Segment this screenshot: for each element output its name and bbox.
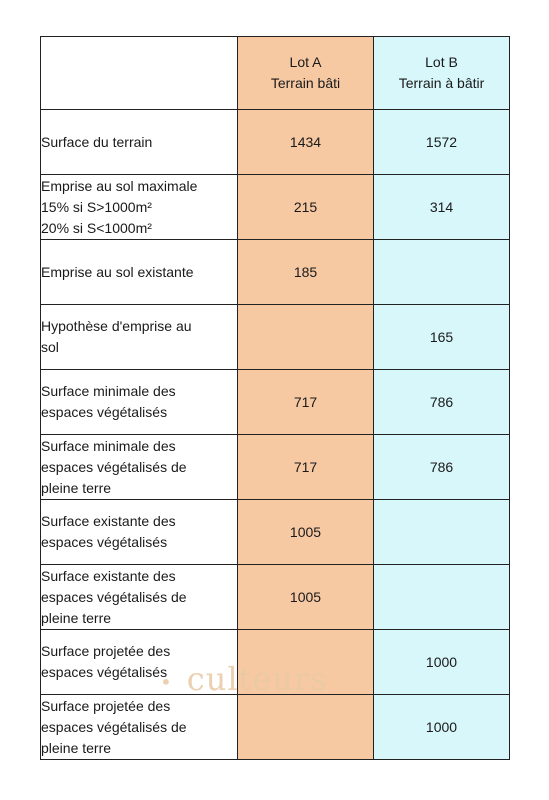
lot-a-title: Lot A bbox=[289, 54, 322, 70]
row-label-line: Surface projetée des bbox=[41, 643, 171, 659]
row-label bbox=[41, 500, 238, 565]
lot-b-value: 1572 bbox=[374, 110, 510, 175]
table-row bbox=[41, 500, 510, 565]
row-label-line: sol bbox=[41, 339, 59, 355]
row-label-line: Surface projetée des bbox=[41, 697, 171, 714]
lot-b-value: 1000 bbox=[374, 695, 510, 760]
table-row bbox=[41, 630, 510, 695]
table-row bbox=[41, 305, 510, 370]
watermark-dot-icon: • bbox=[160, 669, 173, 694]
lot-b-value: 314 bbox=[374, 175, 510, 240]
lot-b-value bbox=[374, 500, 510, 565]
lot-b-value: 786 bbox=[374, 435, 510, 500]
row-label bbox=[41, 435, 238, 500]
comparison-table bbox=[40, 36, 510, 760]
table-row bbox=[41, 565, 510, 630]
row-label bbox=[41, 565, 238, 630]
row-label-line: Surface minimale des bbox=[41, 383, 176, 399]
row-label-line: Surface existante des bbox=[41, 513, 176, 529]
lot-a-value: 717 bbox=[238, 435, 374, 500]
row-label-line: Surface minimale des bbox=[41, 437, 176, 454]
table-row bbox=[41, 240, 510, 305]
lot-b-value: 165 bbox=[374, 305, 510, 370]
table-row bbox=[41, 175, 510, 240]
lot-a-value bbox=[238, 305, 374, 370]
lot-a-value bbox=[238, 695, 374, 760]
row-label bbox=[41, 240, 238, 305]
row-label-line: 20% si S<1000m² bbox=[41, 219, 152, 236]
row-label-line: pleine terre bbox=[41, 609, 112, 626]
row-label-line: Emprise au sol maximale bbox=[41, 177, 198, 194]
row-label-line: espaces végétalisés de bbox=[41, 718, 187, 735]
row-label bbox=[41, 175, 238, 240]
row-label bbox=[41, 630, 238, 695]
header-corner-cell bbox=[41, 37, 238, 110]
lot-a-value: 717 bbox=[238, 370, 374, 435]
header-lot-b bbox=[374, 37, 510, 110]
header-lot-a bbox=[238, 37, 374, 110]
row-label-line: Hypothèse d'emprise au bbox=[41, 318, 192, 334]
lot-b-value: 786 bbox=[374, 370, 510, 435]
row-label-line: espaces végétalisés de bbox=[41, 588, 187, 605]
watermark-text: culteurs bbox=[186, 660, 328, 698]
lot-b-value: 1000 bbox=[374, 630, 510, 695]
header-row bbox=[41, 37, 510, 110]
lot-a-value bbox=[238, 630, 374, 695]
lot-b-value bbox=[374, 240, 510, 305]
lot-b-value bbox=[374, 565, 510, 630]
row-label-line: Surface du terrain bbox=[41, 133, 153, 150]
table-row bbox=[41, 435, 510, 500]
row-label-line: pleine terre bbox=[41, 479, 112, 496]
lot-a-value: 1005 bbox=[238, 500, 374, 565]
lot-a-value: 1005 bbox=[238, 565, 374, 630]
lot-b-subtitle: Terrain à bâtir bbox=[398, 75, 485, 91]
lot-b-title: Lot B bbox=[425, 54, 458, 70]
table-row bbox=[41, 370, 510, 435]
row-label-line: espaces végétalisés bbox=[41, 664, 168, 680]
row-label bbox=[41, 110, 238, 175]
row-label-line: Emprise au sol existante bbox=[41, 263, 194, 280]
row-label-line: 15% si S>1000m² bbox=[41, 198, 152, 215]
row-label-line: espaces végétalisés bbox=[41, 534, 168, 550]
row-label bbox=[41, 305, 238, 370]
table-row bbox=[41, 110, 510, 175]
row-label-line: Surface existante des bbox=[41, 567, 176, 584]
row-label-line: espaces végétalisés bbox=[41, 404, 168, 420]
lot-a-value: 215 bbox=[238, 175, 374, 240]
lot-a-value: 1434 bbox=[238, 110, 374, 175]
row-label bbox=[41, 695, 238, 760]
row-label-line: espaces végétalisés de bbox=[41, 458, 187, 475]
lot-a-value: 185 bbox=[238, 240, 374, 305]
table-row bbox=[41, 695, 510, 760]
lot-a-subtitle: Terrain bâti bbox=[270, 75, 341, 91]
row-label-line: pleine terre bbox=[41, 739, 112, 756]
row-label bbox=[41, 370, 238, 435]
